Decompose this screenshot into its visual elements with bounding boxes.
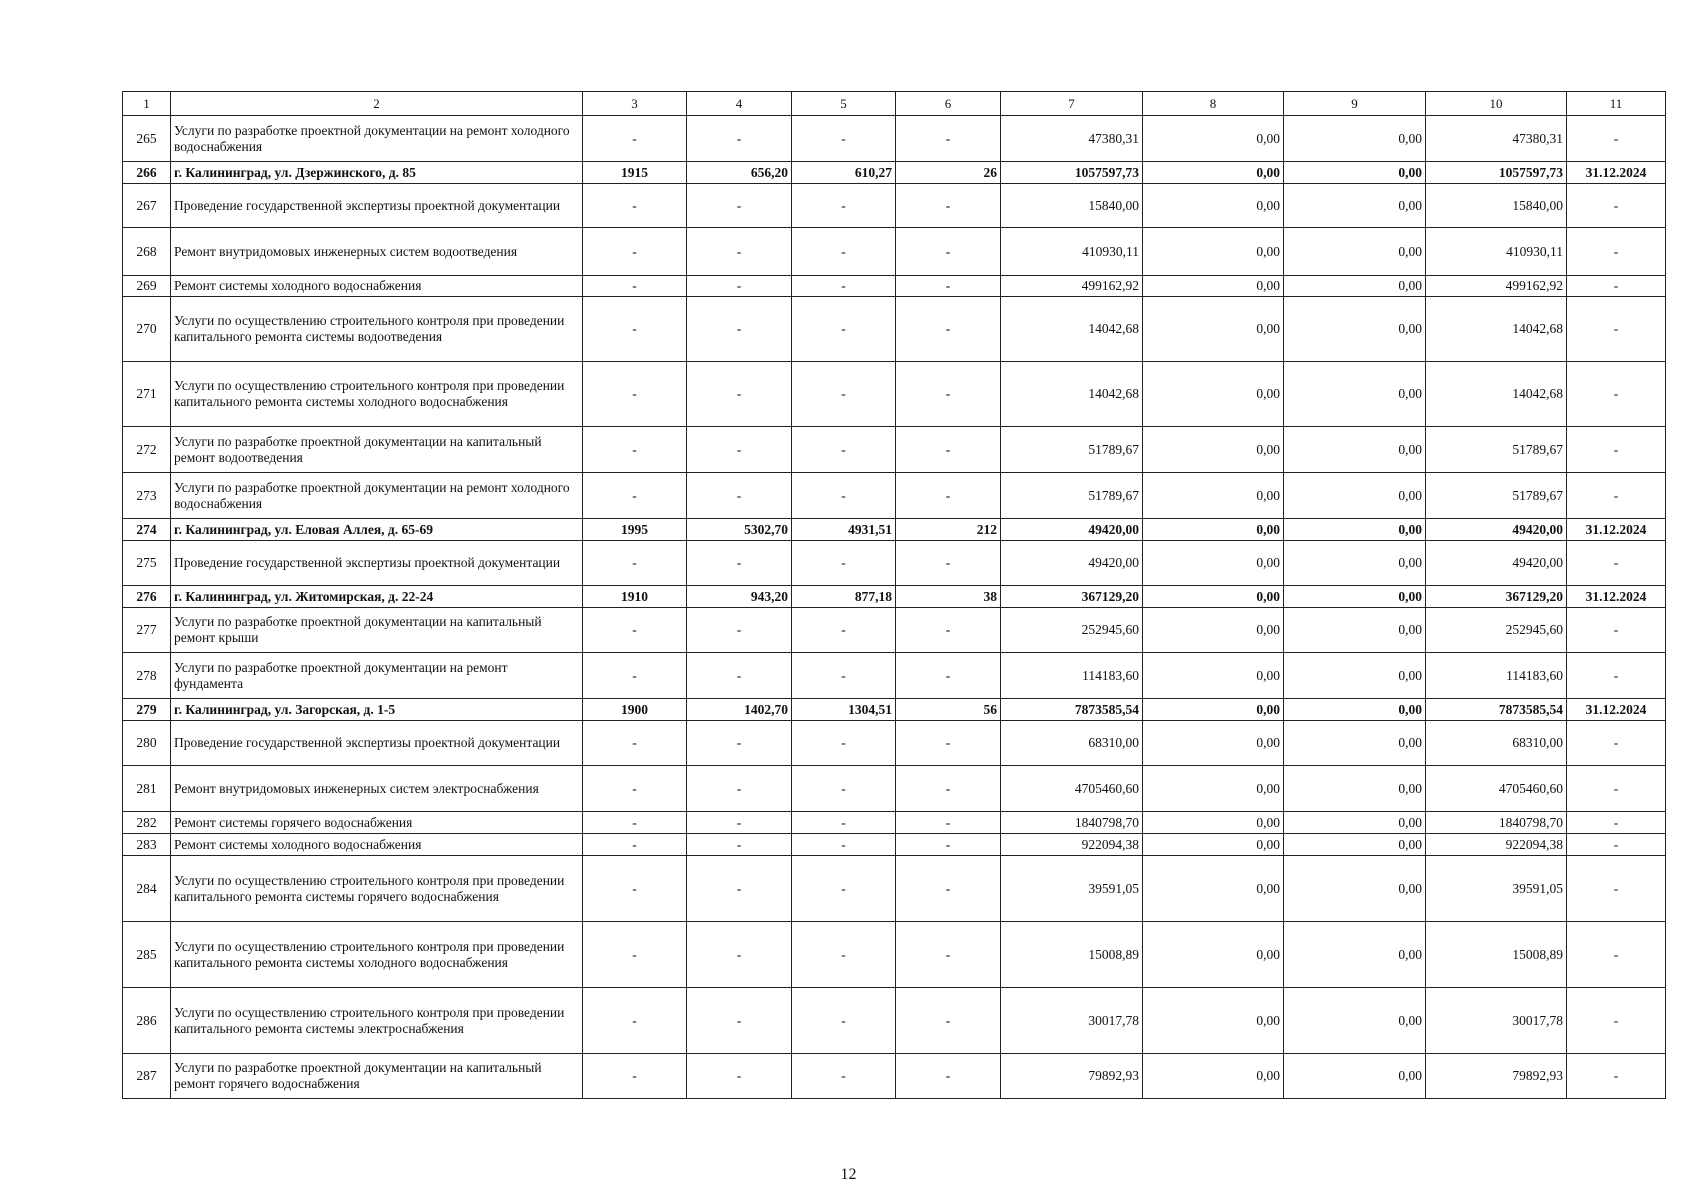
residents-cell: - bbox=[896, 653, 1001, 699]
col9-cell: 0,00 bbox=[1284, 427, 1426, 473]
description-cell: г. Калининград, ул. Загорская, д. 1-5 bbox=[171, 699, 583, 721]
work-item-row bbox=[123, 473, 1666, 519]
year-built-cell: - bbox=[583, 228, 687, 276]
col8-cell: 0,00 bbox=[1143, 541, 1284, 586]
total-area-cell: - bbox=[687, 362, 792, 427]
col10-cell: 49420,00 bbox=[1426, 541, 1567, 586]
col9-cell: 0,00 bbox=[1284, 184, 1426, 228]
row-number-cell: 275 bbox=[123, 541, 171, 586]
total-cost-cell: 51789,67 bbox=[1001, 427, 1143, 473]
total-cost-cell: 252945,60 bbox=[1001, 608, 1143, 653]
living-area-cell: 4931,51 bbox=[792, 519, 896, 541]
col10-cell: 51789,67 bbox=[1426, 427, 1567, 473]
description-cell: Услуги по осуществлению строительного контроля при проведении капитального ремонта системы электроснабжения bbox=[171, 988, 583, 1054]
column-number-cell: 1 bbox=[123, 92, 171, 116]
living-area-cell: - bbox=[792, 473, 896, 519]
row-number-cell: 287 bbox=[123, 1054, 171, 1099]
description-cell: Услуги по разработке проектной документации на капитальный ремонт водоотведения bbox=[171, 427, 583, 473]
deadline-cell: - bbox=[1567, 653, 1666, 699]
year-built-cell: - bbox=[583, 834, 687, 856]
total-cost-cell: 49420,00 bbox=[1001, 519, 1143, 541]
col8-cell: 0,00 bbox=[1143, 1054, 1284, 1099]
data-sheet bbox=[122, 91, 1665, 1099]
description-cell: Услуги по осуществлению строительного контроля при проведении капитального ремонта системы горячего водоснабжения bbox=[171, 856, 583, 922]
living-area-cell: - bbox=[792, 721, 896, 766]
total-area-cell: - bbox=[687, 922, 792, 988]
year-built-cell: 1910 bbox=[583, 586, 687, 608]
deadline-cell: - bbox=[1567, 812, 1666, 834]
residents-cell: - bbox=[896, 362, 1001, 427]
work-item-row bbox=[123, 834, 1666, 856]
residents-cell: - bbox=[896, 988, 1001, 1054]
address-row bbox=[123, 586, 1666, 608]
col8-cell: 0,00 bbox=[1143, 228, 1284, 276]
year-built-cell: 1900 bbox=[583, 699, 687, 721]
work-item-row bbox=[123, 766, 1666, 812]
work-item-row bbox=[123, 184, 1666, 228]
col8-cell: 0,00 bbox=[1143, 116, 1284, 162]
col9-cell: 0,00 bbox=[1284, 653, 1426, 699]
col8-cell: 0,00 bbox=[1143, 699, 1284, 721]
column-number-cell: 7 bbox=[1001, 92, 1143, 116]
col10-cell: 15008,89 bbox=[1426, 922, 1567, 988]
address-row bbox=[123, 162, 1666, 184]
total-cost-cell: 47380,31 bbox=[1001, 116, 1143, 162]
work-item-row bbox=[123, 116, 1666, 162]
total-cost-cell: 39591,05 bbox=[1001, 856, 1143, 922]
residents-cell: - bbox=[896, 922, 1001, 988]
work-item-row bbox=[123, 653, 1666, 699]
total-cost-cell: 51789,67 bbox=[1001, 473, 1143, 519]
deadline-cell: - bbox=[1567, 766, 1666, 812]
living-area-cell: - bbox=[792, 812, 896, 834]
total-area-cell: - bbox=[687, 988, 792, 1054]
total-cost-cell: 79892,93 bbox=[1001, 1054, 1143, 1099]
work-item-row bbox=[123, 362, 1666, 427]
row-number-cell: 282 bbox=[123, 812, 171, 834]
total-cost-cell: 15840,00 bbox=[1001, 184, 1143, 228]
description-cell: Услуги по разработке проектной документации на ремонт фундамента bbox=[171, 653, 583, 699]
row-number-cell: 286 bbox=[123, 988, 171, 1054]
description-cell: Проведение государственной экспертизы проектной документации bbox=[171, 184, 583, 228]
row-number-cell: 267 bbox=[123, 184, 171, 228]
residents-cell: - bbox=[896, 1054, 1001, 1099]
col9-cell: 0,00 bbox=[1284, 834, 1426, 856]
row-number-cell: 274 bbox=[123, 519, 171, 541]
row-number-cell: 276 bbox=[123, 586, 171, 608]
col8-cell: 0,00 bbox=[1143, 988, 1284, 1054]
col10-cell: 4705460,60 bbox=[1426, 766, 1567, 812]
residents-cell: - bbox=[896, 834, 1001, 856]
col8-cell: 0,00 bbox=[1143, 184, 1284, 228]
col8-cell: 0,00 bbox=[1143, 362, 1284, 427]
living-area-cell: - bbox=[792, 988, 896, 1054]
row-number-cell: 270 bbox=[123, 297, 171, 362]
total-cost-cell: 7873585,54 bbox=[1001, 699, 1143, 721]
total-cost-cell: 15008,89 bbox=[1001, 922, 1143, 988]
col9-cell: 0,00 bbox=[1284, 586, 1426, 608]
work-item-row bbox=[123, 922, 1666, 988]
col9-cell: 0,00 bbox=[1284, 473, 1426, 519]
year-built-cell: - bbox=[583, 988, 687, 1054]
column-number-cell: 8 bbox=[1143, 92, 1284, 116]
total-cost-cell: 922094,38 bbox=[1001, 834, 1143, 856]
description-cell: Ремонт системы холодного водоснабжения bbox=[171, 834, 583, 856]
total-area-cell: 943,20 bbox=[687, 586, 792, 608]
year-built-cell: - bbox=[583, 1054, 687, 1099]
row-number-cell: 279 bbox=[123, 699, 171, 721]
living-area-cell: 877,18 bbox=[792, 586, 896, 608]
residents-cell: - bbox=[896, 297, 1001, 362]
living-area-cell: - bbox=[792, 276, 896, 297]
total-area-cell: - bbox=[687, 473, 792, 519]
row-number-cell: 266 bbox=[123, 162, 171, 184]
total-cost-cell: 1057597,73 bbox=[1001, 162, 1143, 184]
total-area-cell: - bbox=[687, 184, 792, 228]
deadline-cell: - bbox=[1567, 988, 1666, 1054]
residents-cell: - bbox=[896, 228, 1001, 276]
page-number: 12 bbox=[840, 1166, 857, 1183]
deadline-cell: - bbox=[1567, 362, 1666, 427]
deadline-cell: - bbox=[1567, 541, 1666, 586]
deadline-cell: - bbox=[1567, 427, 1666, 473]
deadline-cell: 31.12.2024 bbox=[1567, 519, 1666, 541]
residents-cell: - bbox=[896, 608, 1001, 653]
row-number-cell: 271 bbox=[123, 362, 171, 427]
row-number-cell: 280 bbox=[123, 721, 171, 766]
column-number-row bbox=[123, 92, 1666, 116]
living-area-cell: - bbox=[792, 116, 896, 162]
year-built-cell: - bbox=[583, 362, 687, 427]
col8-cell: 0,00 bbox=[1143, 721, 1284, 766]
total-cost-cell: 1840798,70 bbox=[1001, 812, 1143, 834]
col10-cell: 7873585,54 bbox=[1426, 699, 1567, 721]
row-number-cell: 278 bbox=[123, 653, 171, 699]
deadline-cell: - bbox=[1567, 228, 1666, 276]
col10-cell: 114183,60 bbox=[1426, 653, 1567, 699]
description-cell: Услуги по разработке проектной документации на ремонт холодного водоснабжения bbox=[171, 473, 583, 519]
col10-cell: 367129,20 bbox=[1426, 586, 1567, 608]
work-item-row bbox=[123, 297, 1666, 362]
col10-cell: 49420,00 bbox=[1426, 519, 1567, 541]
col10-cell: 14042,68 bbox=[1426, 297, 1567, 362]
total-area-cell: - bbox=[687, 276, 792, 297]
col8-cell: 0,00 bbox=[1143, 856, 1284, 922]
description-cell: Услуги по осуществлению строительного контроля при проведении капитального ремонта системы водоотведения bbox=[171, 297, 583, 362]
year-built-cell: - bbox=[583, 427, 687, 473]
work-item-row bbox=[123, 276, 1666, 297]
work-item-row bbox=[123, 608, 1666, 653]
col10-cell: 1057597,73 bbox=[1426, 162, 1567, 184]
col10-cell: 79892,93 bbox=[1426, 1054, 1567, 1099]
total-area-cell: - bbox=[687, 116, 792, 162]
year-built-cell: 1995 bbox=[583, 519, 687, 541]
year-built-cell: - bbox=[583, 812, 687, 834]
col9-cell: 0,00 bbox=[1284, 116, 1426, 162]
col8-cell: 0,00 bbox=[1143, 812, 1284, 834]
living-area-cell: - bbox=[792, 653, 896, 699]
col9-cell: 0,00 bbox=[1284, 519, 1426, 541]
col9-cell: 0,00 bbox=[1284, 297, 1426, 362]
address-row bbox=[123, 519, 1666, 541]
col9-cell: 0,00 bbox=[1284, 812, 1426, 834]
year-built-cell: - bbox=[583, 541, 687, 586]
living-area-cell: - bbox=[792, 834, 896, 856]
total-area-cell: 5302,70 bbox=[687, 519, 792, 541]
col9-cell: 0,00 bbox=[1284, 276, 1426, 297]
total-area-cell: - bbox=[687, 721, 792, 766]
col8-cell: 0,00 bbox=[1143, 162, 1284, 184]
total-area-cell: 1402,70 bbox=[687, 699, 792, 721]
living-area-cell: - bbox=[792, 922, 896, 988]
living-area-cell: - bbox=[792, 608, 896, 653]
total-area-cell: - bbox=[687, 608, 792, 653]
row-number-cell: 265 bbox=[123, 116, 171, 162]
total-area-cell: - bbox=[687, 653, 792, 699]
deadline-cell: - bbox=[1567, 721, 1666, 766]
residents-cell: - bbox=[896, 541, 1001, 586]
table-body bbox=[123, 116, 1666, 1099]
column-number-cell: 10 bbox=[1426, 92, 1567, 116]
col10-cell: 15840,00 bbox=[1426, 184, 1567, 228]
residents-cell: 56 bbox=[896, 699, 1001, 721]
year-built-cell: - bbox=[583, 276, 687, 297]
col10-cell: 39591,05 bbox=[1426, 856, 1567, 922]
total-cost-cell: 367129,20 bbox=[1001, 586, 1143, 608]
total-cost-cell: 49420,00 bbox=[1001, 541, 1143, 586]
description-cell: Ремонт системы холодного водоснабжения bbox=[171, 276, 583, 297]
description-cell: Проведение государственной экспертизы проектной документации bbox=[171, 541, 583, 586]
total-area-cell: - bbox=[687, 812, 792, 834]
repair-program-table bbox=[122, 91, 1666, 1099]
column-number-cell: 4 bbox=[687, 92, 792, 116]
living-area-cell: - bbox=[792, 297, 896, 362]
col10-cell: 14042,68 bbox=[1426, 362, 1567, 427]
col8-cell: 0,00 bbox=[1143, 427, 1284, 473]
year-built-cell: 1915 bbox=[583, 162, 687, 184]
col9-cell: 0,00 bbox=[1284, 228, 1426, 276]
col9-cell: 0,00 bbox=[1284, 1054, 1426, 1099]
col8-cell: 0,00 bbox=[1143, 473, 1284, 519]
residents-cell: - bbox=[896, 116, 1001, 162]
description-cell: г. Калининград, ул. Житомирская, д. 22-24 bbox=[171, 586, 583, 608]
year-built-cell: - bbox=[583, 116, 687, 162]
deadline-cell: - bbox=[1567, 856, 1666, 922]
total-cost-cell: 14042,68 bbox=[1001, 297, 1143, 362]
deadline-cell: - bbox=[1567, 116, 1666, 162]
living-area-cell: - bbox=[792, 184, 896, 228]
living-area-cell: - bbox=[792, 541, 896, 586]
residents-cell: - bbox=[896, 427, 1001, 473]
address-row bbox=[123, 699, 1666, 721]
living-area-cell: - bbox=[792, 856, 896, 922]
col10-cell: 47380,31 bbox=[1426, 116, 1567, 162]
column-number-cell: 2 bbox=[171, 92, 583, 116]
year-built-cell: - bbox=[583, 184, 687, 228]
column-number-cell: 6 bbox=[896, 92, 1001, 116]
work-item-row bbox=[123, 228, 1666, 276]
description-cell: г. Калининград, ул. Еловая Аллея, д. 65-69 bbox=[171, 519, 583, 541]
deadline-cell: 31.12.2024 bbox=[1567, 699, 1666, 721]
residents-cell: - bbox=[896, 856, 1001, 922]
total-cost-cell: 4705460,60 bbox=[1001, 766, 1143, 812]
row-number-cell: 285 bbox=[123, 922, 171, 988]
total-area-cell: - bbox=[687, 834, 792, 856]
col8-cell: 0,00 bbox=[1143, 276, 1284, 297]
work-item-row bbox=[123, 856, 1666, 922]
row-number-cell: 272 bbox=[123, 427, 171, 473]
total-area-cell: - bbox=[687, 856, 792, 922]
total-cost-cell: 30017,78 bbox=[1001, 988, 1143, 1054]
col9-cell: 0,00 bbox=[1284, 162, 1426, 184]
residents-cell: - bbox=[896, 276, 1001, 297]
residents-cell: 212 bbox=[896, 519, 1001, 541]
column-number-cell: 9 bbox=[1284, 92, 1426, 116]
living-area-cell: - bbox=[792, 1054, 896, 1099]
work-item-row bbox=[123, 427, 1666, 473]
col8-cell: 0,00 bbox=[1143, 922, 1284, 988]
description-cell: Услуги по осуществлению строительного контроля при проведении капитального ремонта системы холодного водоснабжения bbox=[171, 922, 583, 988]
col10-cell: 68310,00 bbox=[1426, 721, 1567, 766]
total-cost-cell: 14042,68 bbox=[1001, 362, 1143, 427]
col9-cell: 0,00 bbox=[1284, 766, 1426, 812]
total-area-cell: 656,20 bbox=[687, 162, 792, 184]
deadline-cell: - bbox=[1567, 1054, 1666, 1099]
work-item-row bbox=[123, 812, 1666, 834]
total-cost-cell: 68310,00 bbox=[1001, 721, 1143, 766]
col10-cell: 1840798,70 bbox=[1426, 812, 1567, 834]
residents-cell: - bbox=[896, 184, 1001, 228]
work-item-row bbox=[123, 1054, 1666, 1099]
column-number-cell: 3 bbox=[583, 92, 687, 116]
col8-cell: 0,00 bbox=[1143, 766, 1284, 812]
total-cost-cell: 410930,11 bbox=[1001, 228, 1143, 276]
residents-cell: - bbox=[896, 721, 1001, 766]
residents-cell: - bbox=[896, 766, 1001, 812]
col9-cell: 0,00 bbox=[1284, 988, 1426, 1054]
col8-cell: 0,00 bbox=[1143, 653, 1284, 699]
col8-cell: 0,00 bbox=[1143, 834, 1284, 856]
living-area-cell: - bbox=[792, 362, 896, 427]
row-number-cell: 283 bbox=[123, 834, 171, 856]
deadline-cell: - bbox=[1567, 834, 1666, 856]
year-built-cell: - bbox=[583, 922, 687, 988]
deadline-cell: 31.12.2024 bbox=[1567, 586, 1666, 608]
col9-cell: 0,00 bbox=[1284, 856, 1426, 922]
year-built-cell: - bbox=[583, 766, 687, 812]
living-area-cell: - bbox=[792, 766, 896, 812]
column-number-cell: 5 bbox=[792, 92, 896, 116]
description-cell: Ремонт внутридомовых инженерных систем электроснабжения bbox=[171, 766, 583, 812]
deadline-cell: - bbox=[1567, 922, 1666, 988]
total-area-cell: - bbox=[687, 228, 792, 276]
residents-cell: - bbox=[896, 812, 1001, 834]
total-area-cell: - bbox=[687, 541, 792, 586]
col8-cell: 0,00 bbox=[1143, 608, 1284, 653]
total-area-cell: - bbox=[687, 297, 792, 362]
total-cost-cell: 114183,60 bbox=[1001, 653, 1143, 699]
col9-cell: 0,00 bbox=[1284, 721, 1426, 766]
living-area-cell: 1304,51 bbox=[792, 699, 896, 721]
deadline-cell: - bbox=[1567, 608, 1666, 653]
total-cost-cell: 499162,92 bbox=[1001, 276, 1143, 297]
living-area-cell: - bbox=[792, 427, 896, 473]
col9-cell: 0,00 bbox=[1284, 922, 1426, 988]
description-cell: Ремонт внутридомовых инженерных систем водоотведения bbox=[171, 228, 583, 276]
work-item-row bbox=[123, 721, 1666, 766]
row-number-cell: 277 bbox=[123, 608, 171, 653]
description-cell: Услуги по разработке проектной документации на ремонт холодного водоснабжения bbox=[171, 116, 583, 162]
residents-cell: 38 bbox=[896, 586, 1001, 608]
description-cell: Услуги по разработке проектной документации на капитальный ремонт горячего водоснабжения bbox=[171, 1054, 583, 1099]
deadline-cell: - bbox=[1567, 473, 1666, 519]
deadline-cell: 31.12.2024 bbox=[1567, 162, 1666, 184]
col9-cell: 0,00 bbox=[1284, 541, 1426, 586]
col10-cell: 410930,11 bbox=[1426, 228, 1567, 276]
residents-cell: 26 bbox=[896, 162, 1001, 184]
deadline-cell: - bbox=[1567, 297, 1666, 362]
description-cell: Ремонт системы горячего водоснабжения bbox=[171, 812, 583, 834]
year-built-cell: - bbox=[583, 473, 687, 519]
col10-cell: 30017,78 bbox=[1426, 988, 1567, 1054]
description-cell: Услуги по осуществлению строительного контроля при проведении капитального ремонта системы холодного водоснабжения bbox=[171, 362, 583, 427]
year-built-cell: - bbox=[583, 297, 687, 362]
col9-cell: 0,00 bbox=[1284, 699, 1426, 721]
total-area-cell: - bbox=[687, 1054, 792, 1099]
year-built-cell: - bbox=[583, 856, 687, 922]
col8-cell: 0,00 bbox=[1143, 297, 1284, 362]
living-area-cell: 610,27 bbox=[792, 162, 896, 184]
col10-cell: 51789,67 bbox=[1426, 473, 1567, 519]
col10-cell: 922094,38 bbox=[1426, 834, 1567, 856]
row-number-cell: 268 bbox=[123, 228, 171, 276]
deadline-cell: - bbox=[1567, 276, 1666, 297]
year-built-cell: - bbox=[583, 721, 687, 766]
description-cell: Услуги по разработке проектной документации на капитальный ремонт крыши bbox=[171, 608, 583, 653]
work-item-row bbox=[123, 988, 1666, 1054]
col10-cell: 252945,60 bbox=[1426, 608, 1567, 653]
row-number-cell: 281 bbox=[123, 766, 171, 812]
living-area-cell: - bbox=[792, 228, 896, 276]
year-built-cell: - bbox=[583, 653, 687, 699]
year-built-cell: - bbox=[583, 608, 687, 653]
residents-cell: - bbox=[896, 473, 1001, 519]
col8-cell: 0,00 bbox=[1143, 586, 1284, 608]
total-area-cell: - bbox=[687, 766, 792, 812]
deadline-cell: - bbox=[1567, 184, 1666, 228]
row-number-cell: 273 bbox=[123, 473, 171, 519]
total-area-cell: - bbox=[687, 427, 792, 473]
row-number-cell: 269 bbox=[123, 276, 171, 297]
col9-cell: 0,00 bbox=[1284, 608, 1426, 653]
col10-cell: 499162,92 bbox=[1426, 276, 1567, 297]
row-number-cell: 284 bbox=[123, 856, 171, 922]
description-cell: г. Калининград, ул. Дзержинского, д. 85 bbox=[171, 162, 583, 184]
work-item-row bbox=[123, 541, 1666, 586]
col8-cell: 0,00 bbox=[1143, 519, 1284, 541]
col9-cell: 0,00 bbox=[1284, 362, 1426, 427]
column-number-cell: 11 bbox=[1567, 92, 1666, 116]
description-cell: Проведение государственной экспертизы проектной документации bbox=[171, 721, 583, 766]
